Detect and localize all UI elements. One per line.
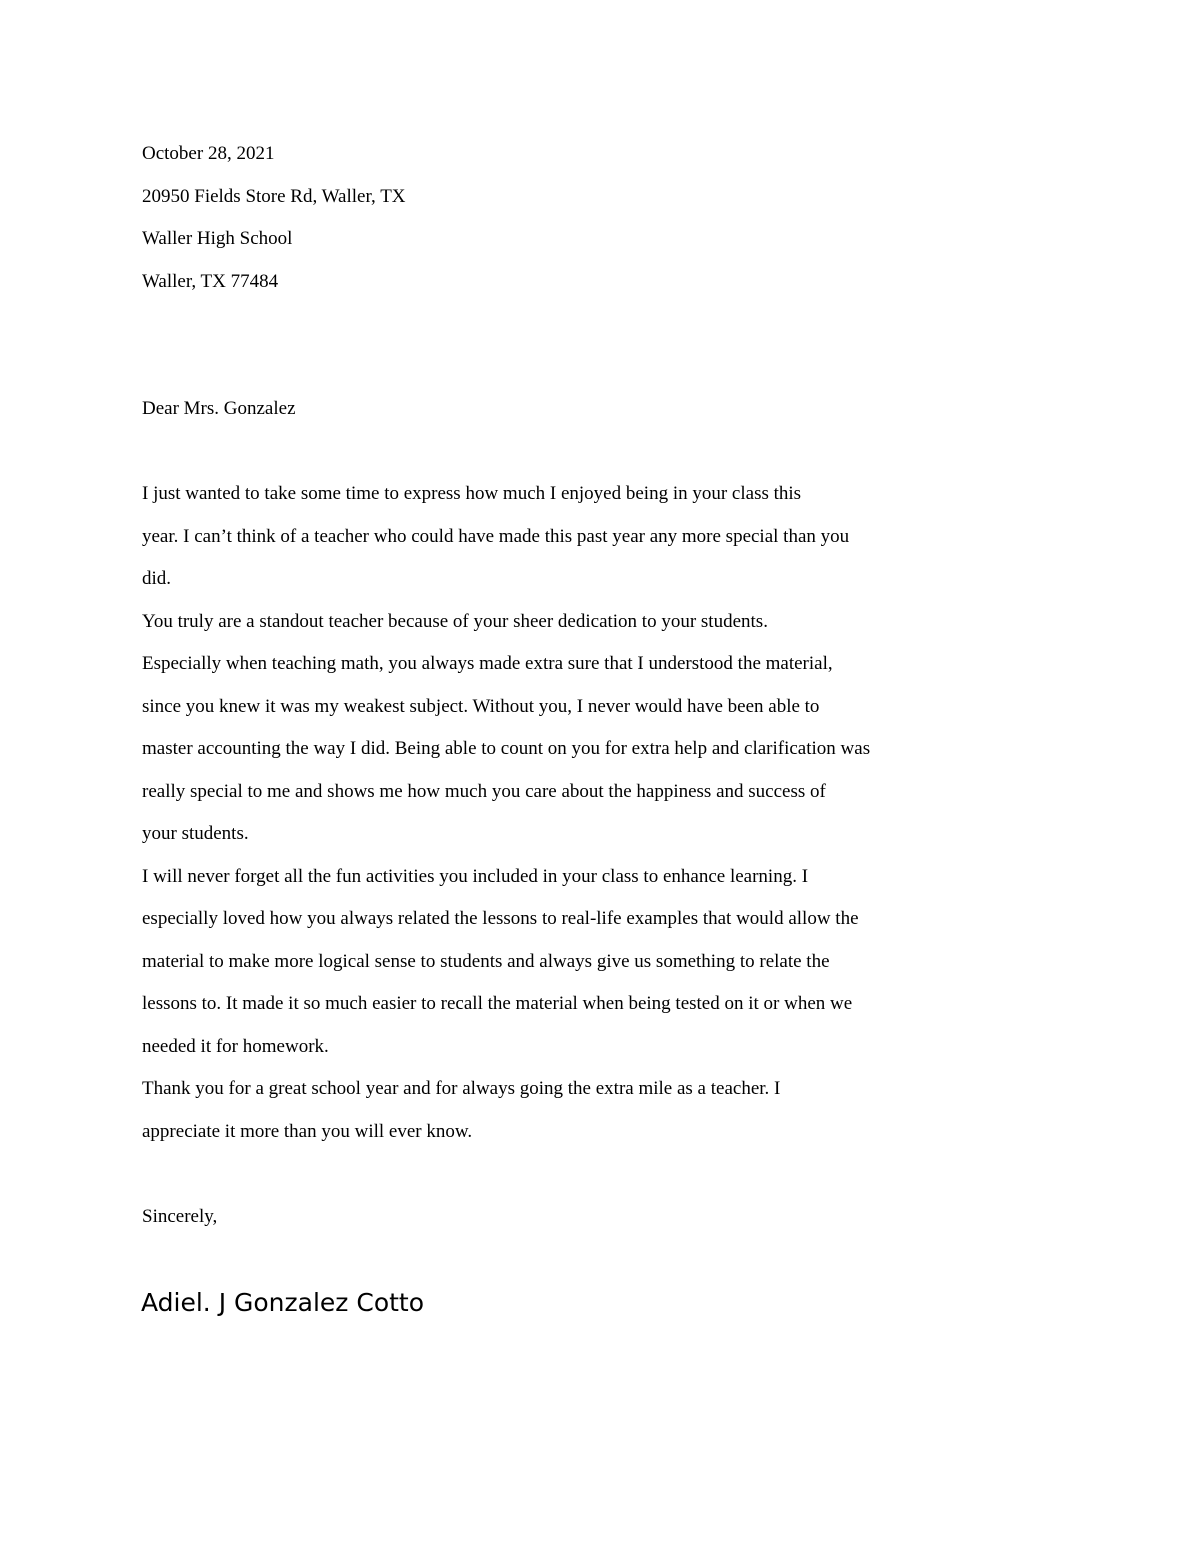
body-line: your students. — [142, 823, 249, 844]
body-line: really special to me and shows me how much you care about the happiness and success of — [142, 781, 826, 802]
school-name: Waller High School — [142, 228, 293, 249]
body-line: Especially when teaching math, you always made extra sure that I understood the material, — [142, 653, 833, 674]
signature-name: Adiel. J Gonzalez Cotto — [141, 1288, 425, 1317]
address-line: 20950 Fields Store Rd, Waller, TX — [142, 186, 406, 207]
body-line: I just wanted to take some time to express how much I enjoyed being in your class this — [142, 483, 802, 504]
body-line: material to make more logical sense to students and always give us something to relate the — [142, 951, 830, 972]
body-line: master accounting the way I did. Being able to count on you for extra help and clarification was — [142, 738, 871, 759]
body-line: since you knew it was my weakest subject. Without you, I never would have been able to — [142, 696, 820, 717]
letter-date: October 28, 2021 — [142, 143, 275, 164]
body-line: lessons to. It made it so much easier to recall the material when being tested on it or when we — [142, 993, 853, 1014]
city-state-zip: Waller, TX 77484 — [142, 271, 279, 292]
body-line: year. I can’t think of a teacher who could have made this past year any more special than you — [142, 526, 850, 547]
salutation: Dear Mrs. Gonzalez — [142, 398, 296, 419]
body-line: Thank you for a great school year and for always going the extra mile as a teacher. I — [142, 1078, 781, 1099]
body-line: did. — [142, 568, 172, 589]
closing: Sincerely, — [142, 1206, 218, 1227]
body-line: You truly are a standout teacher because of your sheer dedication to your students. — [142, 611, 768, 632]
body-line: appreciate it more than you will ever know. — [142, 1121, 473, 1142]
body-line: especially loved how you always related the lessons to real-life examples that would allow the — [142, 908, 859, 929]
body-line: needed it for homework. — [142, 1036, 329, 1057]
body-line: I will never forget all the fun activities you included in your class to enhance learning. I — [142, 866, 809, 887]
